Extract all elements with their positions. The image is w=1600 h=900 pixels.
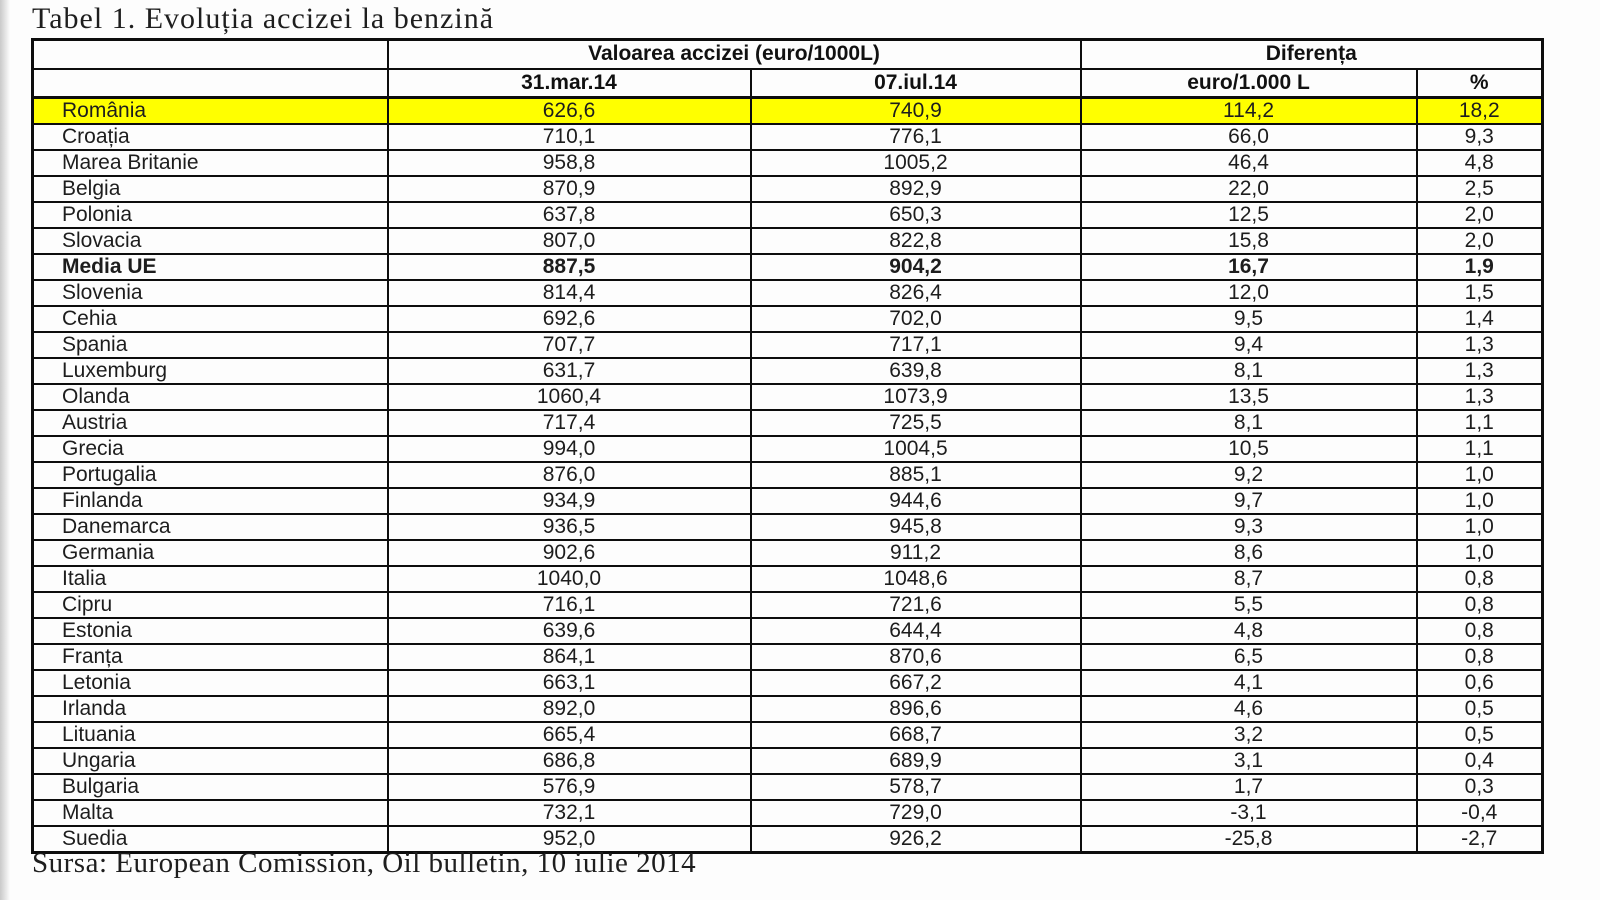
- value-cell: 9,4: [1081, 332, 1417, 358]
- value-cell: 1,0: [1417, 462, 1543, 488]
- column-header-row: [33, 69, 1543, 98]
- value-cell: 1004,5: [751, 436, 1081, 462]
- country-cell: Germania: [33, 540, 388, 566]
- value-cell: 876,0: [388, 462, 751, 488]
- country-cell: Portugalia: [33, 462, 388, 488]
- column-header-diff-euro: euro/1.000 L: [1081, 69, 1417, 98]
- country-cell: Media UE: [33, 254, 388, 280]
- table-header: [33, 40, 1543, 98]
- value-cell: 1073,9: [751, 384, 1081, 410]
- value-cell: 885,1: [751, 462, 1081, 488]
- value-cell: 4,1: [1081, 670, 1417, 696]
- value-cell: 887,5: [388, 254, 751, 280]
- country-cell: Franța: [33, 644, 388, 670]
- value-cell: 3,1: [1081, 748, 1417, 774]
- value-cell: 1,3: [1417, 332, 1543, 358]
- table-row: [33, 748, 1543, 774]
- value-cell: 1,1: [1417, 436, 1543, 462]
- value-cell: 637,8: [388, 202, 751, 228]
- value-cell: 631,7: [388, 358, 751, 384]
- value-cell: 0,8: [1417, 592, 1543, 618]
- value-cell: 18,2: [1417, 98, 1543, 125]
- column-header-date2: 07.iul.14: [751, 69, 1081, 98]
- value-cell: 870,6: [751, 644, 1081, 670]
- value-cell: 22,0: [1081, 176, 1417, 202]
- value-cell: 665,4: [388, 722, 751, 748]
- country-cell: Slovenia: [33, 280, 388, 306]
- value-cell: 2,5: [1417, 176, 1543, 202]
- column-header-diff-pct: %: [1417, 69, 1543, 98]
- value-cell: 3,2: [1081, 722, 1417, 748]
- value-cell: 1060,4: [388, 384, 751, 410]
- value-cell: 776,1: [751, 124, 1081, 150]
- value-cell: 0,8: [1417, 618, 1543, 644]
- value-cell: 1040,0: [388, 566, 751, 592]
- value-cell: 10,5: [1081, 436, 1417, 462]
- value-cell: 0,4: [1417, 748, 1543, 774]
- table-title: Tabel 1. Evoluția accizei la benzină: [32, 2, 495, 35]
- value-cell: 1,7: [1081, 774, 1417, 800]
- country-cell: Marea Britanie: [33, 150, 388, 176]
- table-row: [33, 98, 1543, 125]
- value-cell: 911,2: [751, 540, 1081, 566]
- value-cell: 650,3: [751, 202, 1081, 228]
- country-cell: Spania: [33, 332, 388, 358]
- country-cell: Malta: [33, 800, 388, 826]
- value-cell: 66,0: [1081, 124, 1417, 150]
- value-cell: 644,4: [751, 618, 1081, 644]
- value-cell: 639,6: [388, 618, 751, 644]
- table-row: [33, 254, 1543, 280]
- value-cell: 1,1: [1417, 410, 1543, 436]
- table-row: [33, 280, 1543, 306]
- table-row: [33, 540, 1543, 566]
- value-cell: 46,4: [1081, 150, 1417, 176]
- table-body: [33, 98, 1543, 853]
- group-header-diferenta: Diferența: [1081, 40, 1543, 69]
- country-cell: Estonia: [33, 618, 388, 644]
- country-cell: Slovacia: [33, 228, 388, 254]
- value-cell: -0,4: [1417, 800, 1543, 826]
- country-cell: Lituania: [33, 722, 388, 748]
- table-row: [33, 800, 1543, 826]
- country-cell: Austria: [33, 410, 388, 436]
- table-row: [33, 202, 1543, 228]
- country-cell: Finlanda: [33, 488, 388, 514]
- value-cell: 902,6: [388, 540, 751, 566]
- table-row: [33, 722, 1543, 748]
- value-cell: 952,0: [388, 826, 751, 853]
- value-cell: 13,5: [1081, 384, 1417, 410]
- value-cell: 686,8: [388, 748, 751, 774]
- value-cell: 16,7: [1081, 254, 1417, 280]
- value-cell: 1005,2: [751, 150, 1081, 176]
- value-cell: 9,5: [1081, 306, 1417, 332]
- value-cell: 689,9: [751, 748, 1081, 774]
- value-cell: 814,4: [388, 280, 751, 306]
- value-cell: 1,4: [1417, 306, 1543, 332]
- value-cell: 2,0: [1417, 202, 1543, 228]
- value-cell: 926,2: [751, 826, 1081, 853]
- value-cell: 4,6: [1081, 696, 1417, 722]
- group-header-valoarea: Valoarea accizei (euro/1000L): [388, 40, 1081, 69]
- table-row: [33, 514, 1543, 540]
- table-row: [33, 436, 1543, 462]
- value-cell: 639,8: [751, 358, 1081, 384]
- value-cell: 716,1: [388, 592, 751, 618]
- value-cell: 702,0: [751, 306, 1081, 332]
- value-cell: 944,6: [751, 488, 1081, 514]
- value-cell: 0,8: [1417, 566, 1543, 592]
- group-header-row: [33, 40, 1543, 69]
- value-cell: 934,9: [388, 488, 751, 514]
- value-cell: 1,9: [1417, 254, 1543, 280]
- country-cell: Olanda: [33, 384, 388, 410]
- table-row: [33, 358, 1543, 384]
- value-cell: 1,3: [1417, 384, 1543, 410]
- value-cell: 822,8: [751, 228, 1081, 254]
- value-cell: 892,9: [751, 176, 1081, 202]
- table-row: [33, 488, 1543, 514]
- value-cell: -2,7: [1417, 826, 1543, 853]
- table-row: [33, 124, 1543, 150]
- value-cell: 1048,6: [751, 566, 1081, 592]
- value-cell: 667,2: [751, 670, 1081, 696]
- value-cell: 114,2: [1081, 98, 1417, 125]
- value-cell: 710,1: [388, 124, 751, 150]
- value-cell: 892,0: [388, 696, 751, 722]
- value-cell: 1,0: [1417, 514, 1543, 540]
- table-row: [33, 176, 1543, 202]
- value-cell: 807,0: [388, 228, 751, 254]
- table-row: [33, 384, 1543, 410]
- value-cell: 896,6: [751, 696, 1081, 722]
- country-cell: Letonia: [33, 670, 388, 696]
- value-cell: 732,1: [388, 800, 751, 826]
- value-cell: -3,1: [1081, 800, 1417, 826]
- country-cell: Luxemburg: [33, 358, 388, 384]
- value-cell: 9,3: [1081, 514, 1417, 540]
- value-cell: 707,7: [388, 332, 751, 358]
- value-cell: 626,6: [388, 98, 751, 125]
- value-cell: 692,6: [388, 306, 751, 332]
- value-cell: 1,0: [1417, 488, 1543, 514]
- country-cell: Danemarca: [33, 514, 388, 540]
- country-cell: Ungaria: [33, 748, 388, 774]
- country-cell: Grecia: [33, 436, 388, 462]
- country-cell: Polonia: [33, 202, 388, 228]
- country-cell: România: [33, 98, 388, 125]
- value-cell: 4,8: [1081, 618, 1417, 644]
- value-cell: 740,9: [751, 98, 1081, 125]
- table-row: [33, 566, 1543, 592]
- value-cell: 578,7: [751, 774, 1081, 800]
- table-row: [33, 592, 1543, 618]
- table-row: [33, 618, 1543, 644]
- value-cell: 0,3: [1417, 774, 1543, 800]
- value-cell: 0,5: [1417, 722, 1543, 748]
- value-cell: 12,5: [1081, 202, 1417, 228]
- table-row: [33, 644, 1543, 670]
- value-cell: 958,8: [388, 150, 751, 176]
- value-cell: 668,7: [751, 722, 1081, 748]
- value-cell: 721,6: [751, 592, 1081, 618]
- value-cell: 729,0: [751, 800, 1081, 826]
- country-header-empty: [33, 69, 388, 98]
- value-cell: 5,5: [1081, 592, 1417, 618]
- country-header-empty: [33, 40, 388, 69]
- value-cell: 1,0: [1417, 540, 1543, 566]
- value-cell: 9,7: [1081, 488, 1417, 514]
- value-cell: 12,0: [1081, 280, 1417, 306]
- country-cell: Bulgaria: [33, 774, 388, 800]
- table-row: [33, 696, 1543, 722]
- value-cell: 8,1: [1081, 410, 1417, 436]
- value-cell: 717,4: [388, 410, 751, 436]
- country-cell: Italia: [33, 566, 388, 592]
- value-cell: -25,8: [1081, 826, 1417, 853]
- value-cell: 8,6: [1081, 540, 1417, 566]
- table-row: [33, 306, 1543, 332]
- country-cell: Irlanda: [33, 696, 388, 722]
- value-cell: 663,1: [388, 670, 751, 696]
- country-cell: Cipru: [33, 592, 388, 618]
- value-cell: 936,5: [388, 514, 751, 540]
- country-cell: Croația: [33, 124, 388, 150]
- value-cell: 0,6: [1417, 670, 1543, 696]
- table-row: [33, 670, 1543, 696]
- value-cell: 9,2: [1081, 462, 1417, 488]
- excise-table: [31, 38, 1544, 854]
- country-cell: Cehia: [33, 306, 388, 332]
- table-row: [33, 410, 1543, 436]
- column-header-date1: 31.mar.14: [388, 69, 751, 98]
- value-cell: 994,0: [388, 436, 751, 462]
- country-cell: Suedia: [33, 826, 388, 853]
- value-cell: 0,8: [1417, 644, 1543, 670]
- source-note: Sursa: European Comission, Oil bulletin, 10 iulie 2014: [32, 847, 697, 879]
- table-row: [33, 150, 1543, 176]
- value-cell: 904,2: [751, 254, 1081, 280]
- value-cell: 15,8: [1081, 228, 1417, 254]
- value-cell: 1,5: [1417, 280, 1543, 306]
- value-cell: 8,1: [1081, 358, 1417, 384]
- value-cell: 0,5: [1417, 696, 1543, 722]
- value-cell: 4,8: [1417, 150, 1543, 176]
- scan-edge-artifact: [0, 0, 10, 900]
- value-cell: 576,9: [388, 774, 751, 800]
- value-cell: 1,3: [1417, 358, 1543, 384]
- table-row: [33, 228, 1543, 254]
- value-cell: 945,8: [751, 514, 1081, 540]
- table-row: [33, 774, 1543, 800]
- value-cell: 8,7: [1081, 566, 1417, 592]
- table-row: [33, 332, 1543, 358]
- country-cell: Belgia: [33, 176, 388, 202]
- value-cell: 826,4: [751, 280, 1081, 306]
- value-cell: 2,0: [1417, 228, 1543, 254]
- table-row: [33, 462, 1543, 488]
- value-cell: 725,5: [751, 410, 1081, 436]
- value-cell: 9,3: [1417, 124, 1543, 150]
- value-cell: 6,5: [1081, 644, 1417, 670]
- value-cell: 870,9: [388, 176, 751, 202]
- value-cell: 717,1: [751, 332, 1081, 358]
- value-cell: 864,1: [388, 644, 751, 670]
